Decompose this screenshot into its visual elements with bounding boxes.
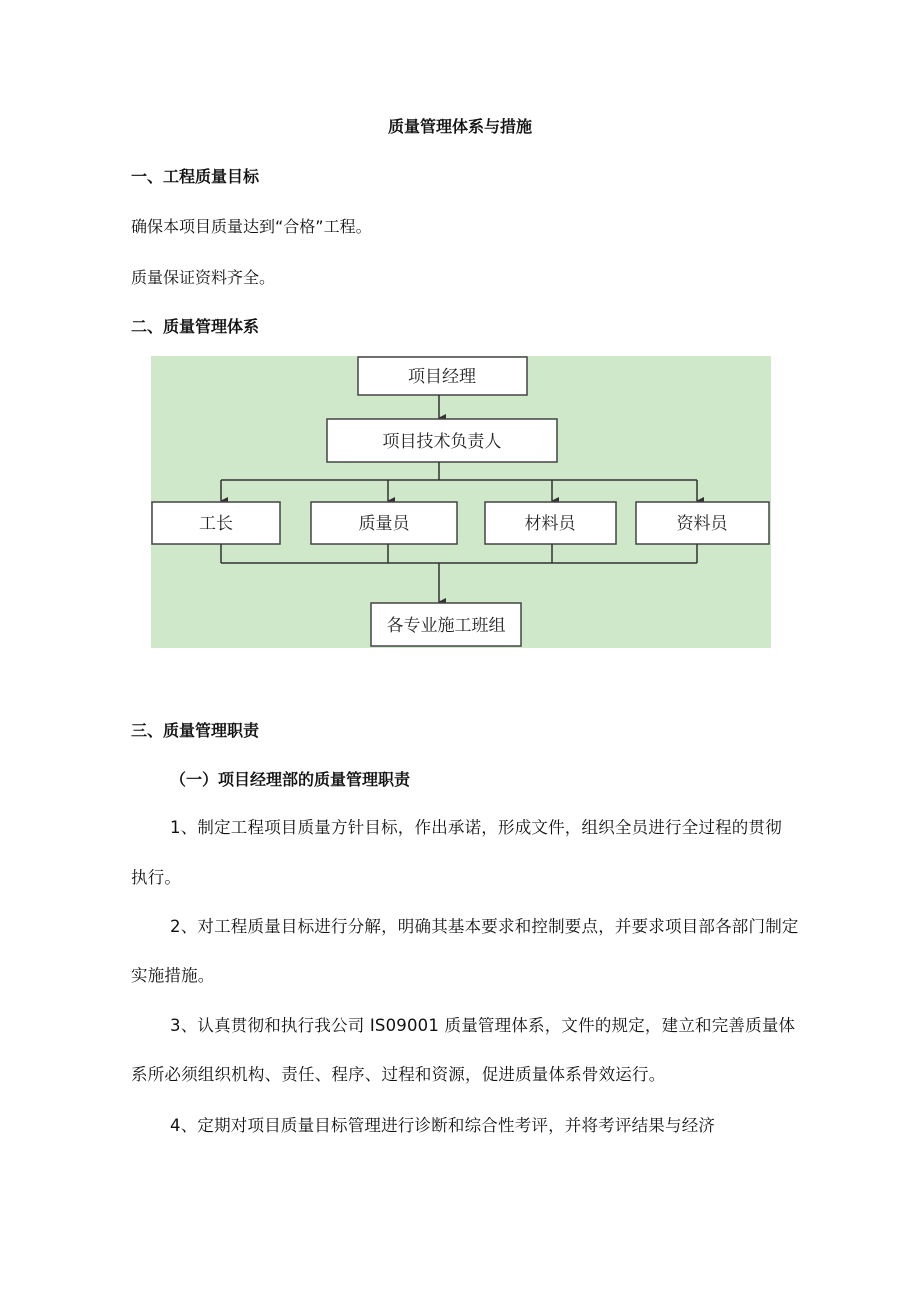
duty-item-2-line-2: 实施措施。 xyxy=(131,966,215,985)
section-3-heading: 三、质量管理职责 xyxy=(131,721,260,740)
section-2-heading: 二、质量管理体系 xyxy=(131,317,260,336)
duty-item-3-line-2: 系所必须组织机构、责任、程序、过程和资源，促进质量体系骨效运行。 xyxy=(131,1065,666,1084)
org-label-project-manager: 项目经理 xyxy=(408,367,476,387)
duty-item-4-line-1: 4、定期对项目质量目标管理进行诊断和综合性考评，并将考评结果与经济 xyxy=(170,1116,716,1135)
org-label-technical-lead: 项目技术负责人 xyxy=(382,432,502,452)
duty-item-3-line-1: 3、认真贯彻和执行我公司 IS09001 质量管理体系，文件的规定，建立和完善质量体 xyxy=(170,1016,796,1035)
org-label-teams: 各专业施工班组 xyxy=(386,616,506,636)
document-title: 质量管理体系与措施 xyxy=(387,117,532,136)
duty-item-2-line-1: 2、对工程质量目标进行分解，明确其基本要求和控制要点，并要求项目部各部门制定 xyxy=(170,917,799,936)
org-label-quality: 质量员 xyxy=(358,514,410,534)
section-1-heading: 一、工程质量目标 xyxy=(131,167,260,186)
duty-item-1-line-2: 执行。 xyxy=(131,868,182,887)
section-1-line-2: 质量保证资料齐全。 xyxy=(131,268,276,287)
org-label-material: 材料员 xyxy=(524,514,576,534)
org-label-foreman: 工长 xyxy=(199,514,233,534)
org-chart xyxy=(151,356,771,648)
section-1-line-1: 确保本项目质量达到“合格”工程。 xyxy=(131,217,372,236)
section-3-subheading: （一）项目经理部的质量管理职责 xyxy=(170,770,411,789)
duty-item-1-line-1: 1、制定工程项目质量方针目标，作出承诺，形成文件，组织全员进行全过程的贯彻 xyxy=(170,818,782,837)
org-label-documents: 资料员 xyxy=(676,514,728,534)
